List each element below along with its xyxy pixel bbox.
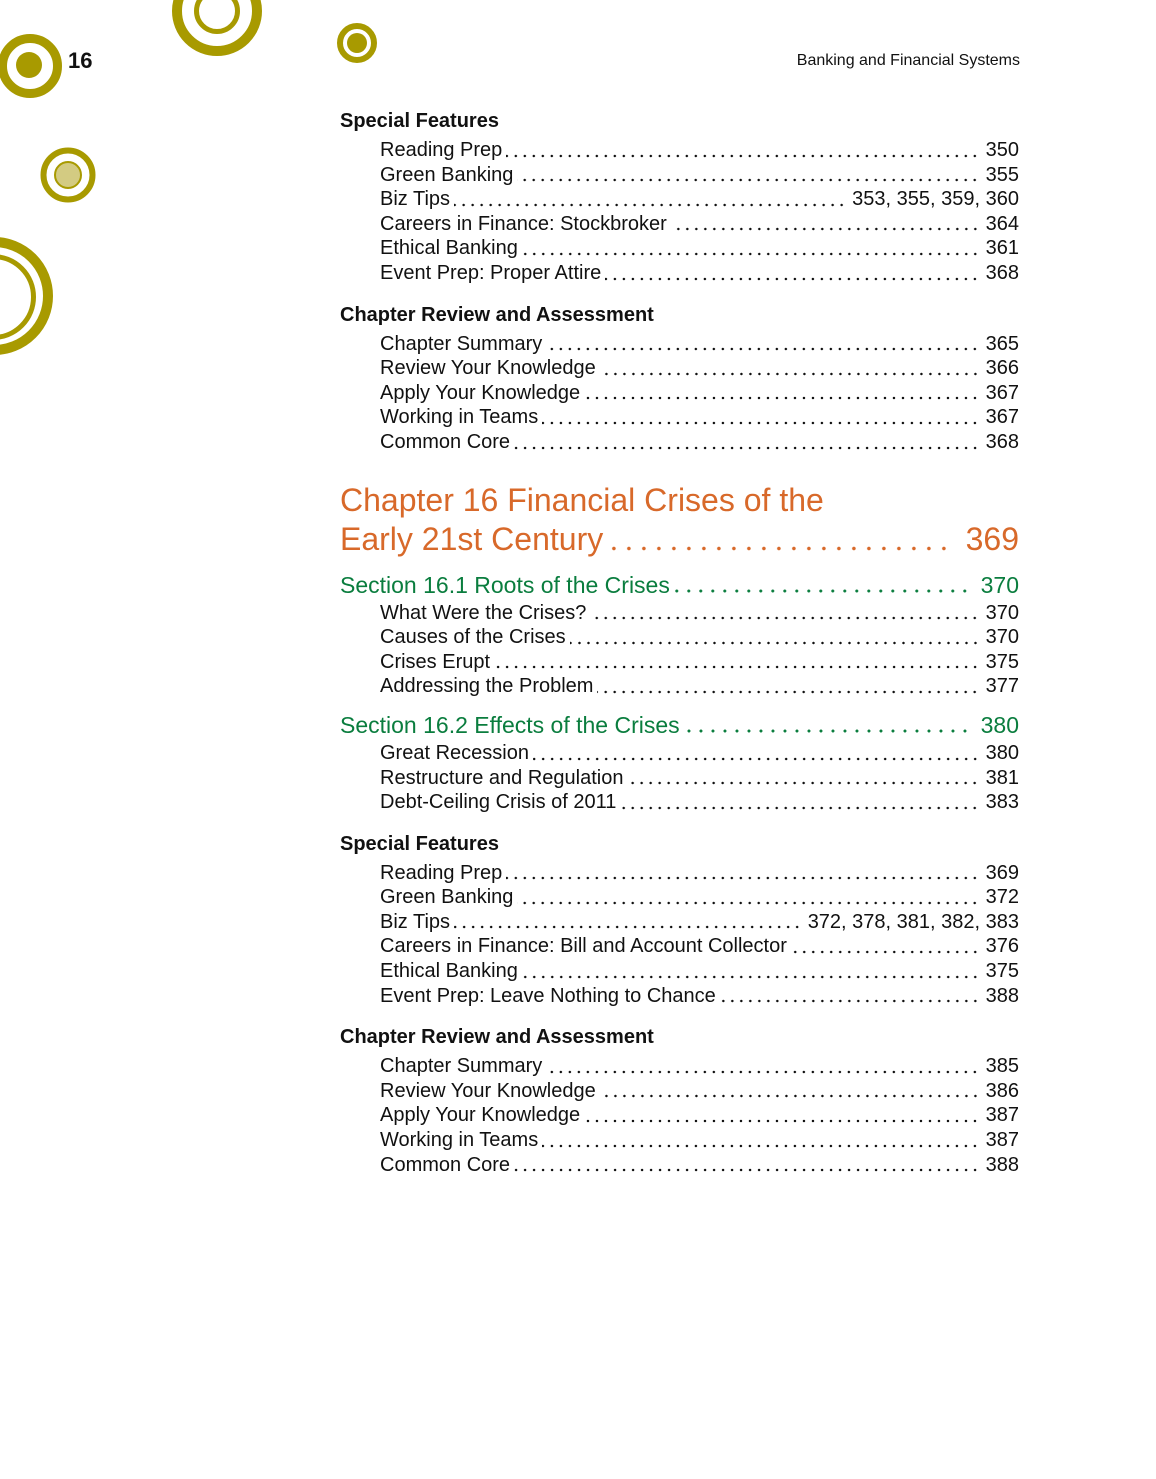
- toc-entry[interactable]: [380, 1054, 1019, 1079]
- page-number: 16: [68, 48, 93, 73]
- toc-entry[interactable]: [380, 212, 1019, 237]
- leader-dots: [597, 674, 979, 699]
- toc-entry[interactable]: [380, 187, 1019, 212]
- leader-dots: [522, 959, 980, 984]
- toc-entry-label: Review Your Knowledge: [380, 357, 596, 380]
- toc-entry[interactable]: [380, 1079, 1019, 1104]
- leader-dots: [517, 163, 979, 188]
- leader-dots: [542, 1128, 979, 1153]
- toc-entry-label: Common Core: [380, 430, 511, 453]
- leader-dots: [542, 405, 979, 430]
- leader-dots: [546, 1054, 979, 1079]
- toc-entry-label: Reading Prep: [380, 139, 503, 161]
- section-page: 380: [980, 711, 1019, 738]
- toc-entry-page: 365: [985, 332, 1019, 355]
- toc-entry[interactable]: [380, 959, 1019, 984]
- toc-entry-label: Ethical Banking: [380, 237, 518, 260]
- toc-entry-page: 383: [985, 791, 1019, 814]
- toc-entry[interactable]: [380, 910, 1019, 935]
- toc-entry-label: Great Recession: [380, 741, 529, 764]
- toc-group-heading: Chapter Review and Assessment: [340, 303, 654, 326]
- toc-entry[interactable]: [380, 790, 1019, 815]
- toc-entry[interactable]: [380, 356, 1019, 381]
- section-page: 370: [980, 571, 1019, 598]
- toc-entry[interactable]: [380, 934, 1019, 959]
- toc-entry-page: 368: [985, 261, 1019, 284]
- leader-dots: [605, 261, 979, 286]
- toc-entry-page: 370: [985, 626, 1019, 649]
- toc-entry-page: 361: [985, 237, 1019, 260]
- leader-dots: [454, 187, 846, 212]
- decorative-dot-icon: [16, 52, 42, 78]
- toc-entry-page: 375: [985, 650, 1019, 673]
- toc-entry-label: Causes of the Crises: [380, 626, 566, 649]
- toc-entry-page: 387: [985, 1129, 1019, 1152]
- toc-entry[interactable]: [380, 741, 1019, 766]
- toc-entry[interactable]: [380, 236, 1019, 261]
- toc-entry-page: 375: [985, 960, 1019, 983]
- leader-dots: [546, 332, 979, 357]
- toc-entry-page: 350: [985, 139, 1019, 161]
- toc-entry-label: Review Your Knowledge: [380, 1079, 596, 1102]
- toc-entry-label: What Were the Crises?: [380, 601, 587, 624]
- toc-entry-label: Addressing the Problem: [380, 675, 594, 698]
- toc-entry-page: 381: [985, 766, 1019, 789]
- toc-entry-page: 368: [985, 430, 1019, 453]
- toc-entry-label: Biz Tips: [380, 188, 451, 211]
- toc-entry-page: 366: [985, 357, 1019, 380]
- toc-entry-label: Common Core: [380, 1153, 511, 1176]
- toc-entry-page: 372: [985, 886, 1019, 909]
- chapter-title-line: [340, 481, 1019, 520]
- toc-entry-page: 364: [985, 212, 1019, 235]
- toc-entry-label: Debt-Ceiling Crisis of 2011: [380, 791, 617, 814]
- toc-entry-label: Careers in Finance: Stockbroker: [380, 212, 667, 235]
- leader-dots: [720, 984, 980, 1009]
- leader-dots: [533, 741, 980, 766]
- toc-entry-label: Event Prep: Leave Nothing to Chance: [380, 984, 716, 1007]
- toc-entry-label: Working in Teams: [380, 406, 539, 429]
- toc-entry[interactable]: [380, 984, 1019, 1009]
- section-title[interactable]: [340, 571, 1019, 599]
- decorative-ring-icon: [197, 0, 238, 32]
- toc-entry-label: Restructure and Regulation: [380, 766, 624, 789]
- toc-entry-page: 353, 355, 359, 360: [852, 188, 1019, 211]
- chapter-page: 369: [965, 520, 1019, 557]
- chapter-title[interactable]: [340, 481, 1019, 559]
- toc-entry-page: 387: [985, 1104, 1019, 1127]
- leader-dots: [517, 885, 979, 910]
- toc-entry-label: Working in Teams: [380, 1129, 539, 1152]
- toc-entry-label: Apply Your Knowledge: [380, 381, 581, 404]
- toc-entry[interactable]: [380, 1128, 1019, 1153]
- leader-dots: [600, 356, 980, 381]
- table-of-contents: [340, 108, 1019, 1177]
- toc-group-heading: Special Features: [340, 110, 499, 132]
- toc-entry-page: 355: [985, 163, 1019, 186]
- decorative-dot-icon: [55, 162, 81, 188]
- toc-entry[interactable]: [380, 1153, 1019, 1178]
- section-label: Section 16.2 Effects of the Crises: [340, 711, 680, 738]
- leader-dots: [522, 236, 980, 261]
- leader-dots: [590, 601, 979, 626]
- leader-dots: [620, 790, 979, 815]
- toc-entry-label: Chapter Summary: [380, 1055, 543, 1078]
- toc-entry-page: 370: [985, 601, 1019, 624]
- toc-group-heading: Chapter Review and Assessment: [340, 1026, 654, 1049]
- toc-entry-page: 367: [985, 381, 1019, 404]
- toc-entry-page: 380: [985, 741, 1019, 764]
- toc-entry-label: Careers in Finance: Bill and Account Collector: [380, 935, 787, 958]
- toc-entry-label: Biz Tips: [380, 910, 451, 933]
- chapter-title-line: [340, 520, 1019, 559]
- leader-dots: [791, 934, 980, 959]
- toc-entry[interactable]: [380, 163, 1019, 188]
- toc-entry[interactable]: [380, 405, 1019, 430]
- toc-entry-label: Event Prep: Proper Attire: [380, 261, 602, 284]
- leader-dots: [570, 625, 980, 650]
- toc-entry[interactable]: [380, 138, 1019, 163]
- toc-entry-page: 377: [985, 675, 1019, 698]
- toc-entry-label: Apply Your Knowledge: [380, 1104, 581, 1127]
- toc-entry-label: Green Banking: [380, 163, 514, 186]
- leader-dots: [671, 212, 980, 237]
- toc-group-heading: Special Features: [340, 832, 499, 855]
- toc-entry[interactable]: [380, 381, 1019, 406]
- toc-entry[interactable]: [380, 625, 1019, 650]
- running-head: Banking and Financial Systems: [796, 52, 1020, 69]
- leader-dots: [506, 138, 979, 163]
- section-title[interactable]: [340, 711, 1019, 739]
- toc-entry-page: 388: [985, 984, 1019, 1007]
- toc-entry[interactable]: [380, 601, 1019, 626]
- toc-entry-page: 372, 378, 381, 382, 383: [807, 910, 1019, 933]
- leader-dots: [494, 650, 980, 675]
- leader-dots: [506, 861, 979, 886]
- toc-entry-page: 385: [985, 1055, 1019, 1078]
- leader-dots: [514, 430, 980, 455]
- toc-entry-page: 388: [985, 1153, 1019, 1176]
- leader-dots: [684, 711, 971, 739]
- toc-entry[interactable]: [380, 885, 1019, 910]
- leader-dots: [454, 910, 802, 935]
- toc-entry-page: 369: [985, 861, 1019, 884]
- leader-dots: [627, 766, 979, 791]
- leader-dots: [600, 1079, 980, 1104]
- chapter-title-line-1: Chapter 16 Financial Crises of the: [340, 481, 824, 518]
- section-label: Section 16.1 Roots of the Crises: [340, 571, 670, 598]
- toc-entry[interactable]: [380, 430, 1019, 455]
- toc-entry[interactable]: [380, 861, 1019, 886]
- decorative-dot-icon: [347, 33, 367, 53]
- leader-dots: [607, 520, 951, 559]
- leader-dots: [674, 571, 971, 599]
- toc-entry[interactable]: [380, 261, 1019, 286]
- decorative-ring-icon: [0, 257, 34, 338]
- toc-entry[interactable]: [380, 332, 1019, 357]
- toc-entry[interactable]: [380, 1103, 1019, 1128]
- toc-entry-page: 376: [985, 935, 1019, 958]
- leader-dots: [514, 1153, 980, 1178]
- leader-dots: [584, 381, 979, 406]
- toc-entry[interactable]: [380, 650, 1019, 675]
- toc-entry-page: 386: [985, 1079, 1019, 1102]
- toc-entry[interactable]: [380, 674, 1019, 699]
- leader-dots: [584, 1103, 979, 1128]
- chapter-title-line-2: Early 21st Century: [340, 520, 604, 557]
- decorative-ring-icon: [177, 0, 257, 51]
- toc-entry-label: Crises Erupt: [380, 650, 491, 673]
- toc-entry-label: Chapter Summary: [380, 332, 543, 355]
- toc-entry-label: Reading Prep: [380, 861, 503, 884]
- toc-entry-page: 367: [985, 406, 1019, 429]
- toc-entry-label: Ethical Banking: [380, 960, 518, 983]
- toc-entry-label: Green Banking: [380, 886, 514, 909]
- toc-entry[interactable]: [380, 766, 1019, 791]
